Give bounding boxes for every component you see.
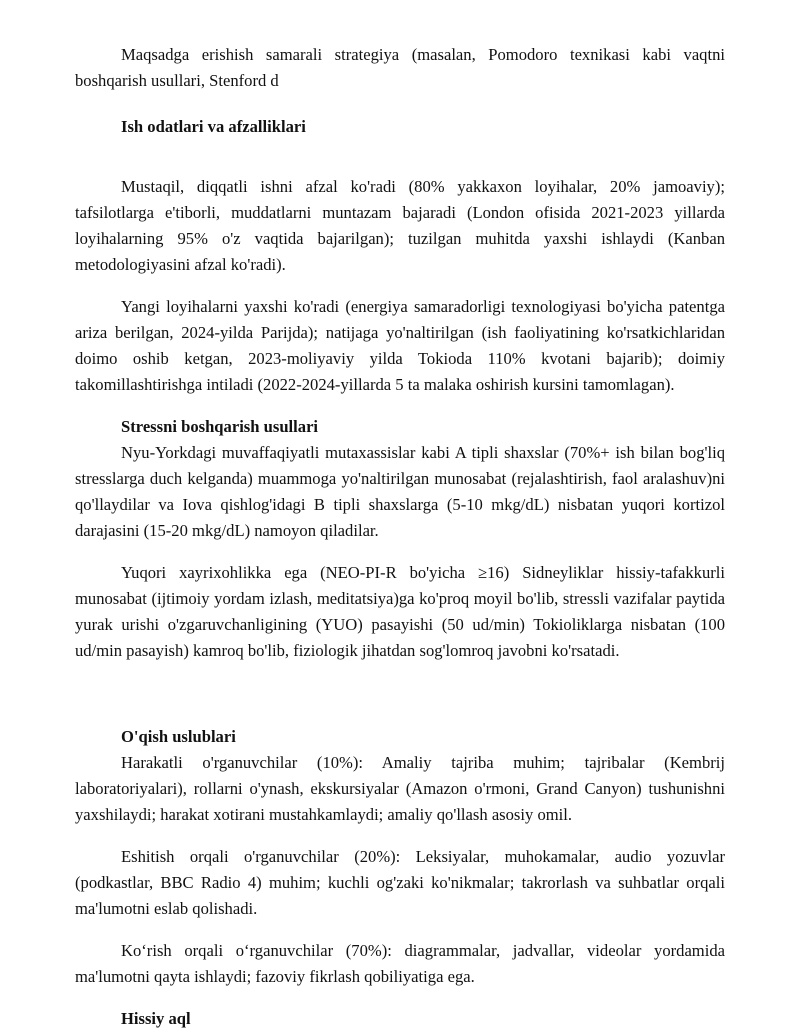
intro-paragraph: Maqsadga erishish samarali strategiya (masalan, Pomodoro texnikasi kabi vaqtni boshqarish usullari, Stenford d xyxy=(75,45,725,90)
paragraph-work-habits-2: Yangi loyihalarni yaxshi ko'radi (energiya samaradorligi texnologiyasi bo'yicha patentga ariza berilgan, 2024-yilda Parijda); natijaga yo'naltirilgan (ish faoliyatining ko'rsatkichlaridan doimo oshib ketgan, 2023-moliyaviy yilda Tokioda 110% kvotani bajarib); doimiy takomillashtirishga intiladi (2022-2024-yillarda 5 ta malaka oshirish kursini tamomlagan). xyxy=(75,297,725,394)
section-heading-emotional: Hissiy aql xyxy=(121,1009,191,1028)
paragraph-learning-kinesthetic: Harakatli o'rganuvchilar (10%): Amaliy tajriba muhim; tajribalar (Kembrij laboratoriyalari), rollarni o'ynash, ekskursiyalar (Amazon o'rmoni, Grand Canyon) tushunishni yaxshilaydi; harakat xotirani mustahkamlaydi; amaliy qo'llash asosiy omil. xyxy=(75,753,725,824)
section-heading-stress: Stressni boshqarish usullari xyxy=(121,417,319,436)
section-heading-work-habits: Ish odatlari va afzalliklari xyxy=(121,117,306,136)
document-page xyxy=(75,42,725,1032)
paragraph-stress-1: Nyu-Yorkdagi muvaffaqiyatli mutaxassislar kabi A tipli shaxslar (70%+ ish bilan bog'liq stresslarga duch kelganda) muammoga yo'naltirilgan munosabat (rejalashtirish, faol aralashuv)ni qo'llaydilar va Iova qishlog'idagi B tipli shaxslarga (5-10 mkg/dL) nisbatan yuqori kortizol darajasini (15-20 mkg/dL) namoyon qiladilar. xyxy=(75,443,725,540)
paragraph-work-habits-1: Mustaqil, diqqatli ishni afzal ko'radi (80% yakkaxon loyihalar, 20% jamoaviy); tafsilotlarga e'tiborli, muddatlarni muntazam bajaradi (London ofisida 2021-2023 yillarda loyihalarning 95% o'z vaqtida bajarilgan); tuzilgan muhitda yaxshi ishlaydi (Kanban metodologiyasini afzal ko'radi). xyxy=(75,177,725,274)
paragraph-learning-visual: Ko‘rish orqali o‘rganuvchilar (70%): diagrammalar, jadvallar, videolar yordamida ma'lumotni qayta ishlaydi; fazoviy fikrlash qobiliyatiga ega. xyxy=(75,941,725,986)
paragraph-stress-2: Yuqori xayrixohlikka ega (NEO-PI-R bo'yicha ≥16) Sidneyliklar hissiy-tafakkurli munosabat (ijtimoiy yordam izlash, meditatsiya)ga ko'proq moyil bo'lib, stressli vazifalar paytida yurak urishi o'zgaruvchanligining (YUO) pasayishi (50 ud/min) Tokioliklarga nisbatan (100 ud/min pasayish) kamroq bo'lib, fiziologik jihatdan sog'lomroq javobni ko'rsatadi. xyxy=(75,563,725,660)
paragraph-learning-auditory: Eshitish orqali o'rganuvchilar (20%): Leksiyalar, muhokamalar, audio yozuvlar (podkastlar, BBC Radio 4) muhim; kuchli og'zaki ko'nikmalar; takrorlash va suhbatlar orqali ma'lumotni eslab qolishadi. xyxy=(75,847,725,918)
section-heading-learning: O'qish uslublari xyxy=(121,727,236,746)
